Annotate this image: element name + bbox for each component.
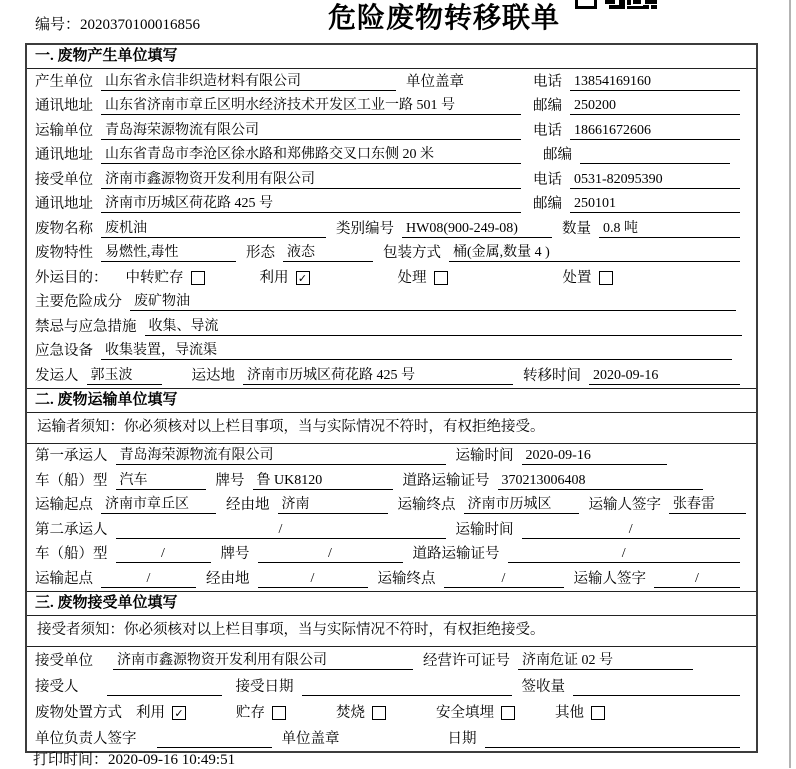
field-value: 山东省永信非织造材料有限公司 [101, 73, 396, 91]
doc-number-value: 2020370100016856 [80, 17, 201, 33]
field-label: 转移时间 [523, 367, 581, 384]
print-time-value: 2020-09-16 10:49:51 [108, 752, 236, 768]
field-value: 济南市鑫源物资开发利用有限公司 [113, 652, 413, 670]
field-label: 经由地 [206, 570, 250, 587]
checkbox-label: 其他 [555, 704, 584, 721]
field-value: 0531-82095390 [570, 171, 740, 189]
field-value: 张春雷 [669, 496, 746, 514]
checkbox-option [136, 705, 186, 722]
field-label: 接受单位 [35, 652, 93, 669]
checkbox-option [436, 705, 515, 722]
section-3 [27, 591, 756, 751]
section-2 [27, 388, 756, 591]
page-title: 危险废物转移联单 [328, 3, 561, 34]
form-row [27, 216, 756, 241]
form-row [27, 542, 756, 567]
field-label: 废物处置方式 [35, 704, 122, 721]
form-row [27, 192, 756, 217]
field-label: 单位盖章 [281, 730, 340, 747]
form-row [27, 444, 756, 469]
field-value: HW08(900-249-08) [402, 220, 552, 238]
print-time-label: 打印时间： [33, 752, 109, 768]
field-value: / [258, 570, 368, 588]
field-value: 液态 [283, 244, 373, 262]
field-value: 山东省青岛市李沧区徐水路和郑佛路交叉口东侧 20 米 [101, 146, 521, 164]
checkbox-unchecked-icon [434, 271, 448, 285]
checkbox-option [336, 705, 386, 722]
form-row [27, 339, 756, 364]
doc-number-label: 编号： [35, 17, 81, 33]
field-label: 运输时间 [455, 521, 514, 538]
page-edge-line [789, 0, 791, 768]
field-label: 邮编 [533, 98, 562, 114]
field-value: 250101 [570, 195, 740, 213]
field-value: 废矿物油 [130, 293, 736, 311]
field-label: 日期 [447, 730, 477, 747]
field-label: 数量 [562, 220, 591, 237]
field-label: 运输时间 [455, 448, 514, 464]
field-label: 禁忌与应急措施 [35, 318, 137, 335]
field-value: 济南 [278, 496, 388, 514]
field-label: 运达地 [191, 367, 235, 384]
field-label: 运输终点 [377, 570, 436, 587]
field-label: 通讯地址 [35, 147, 93, 163]
field-label: 电话 [533, 171, 562, 188]
section-1 [27, 45, 756, 388]
field-label: 运输终点 [397, 497, 456, 513]
form-row [27, 69, 756, 94]
field-label: 外运目的： [35, 269, 108, 286]
field-label: 产生单位 [35, 73, 93, 90]
field-value [157, 731, 272, 748]
field-value [302, 679, 512, 696]
checkbox-label: 贮存 [236, 704, 265, 721]
field-label: 运输单位 [35, 122, 93, 139]
checkbox-option [563, 270, 613, 287]
form-row [27, 363, 756, 388]
field-value: 250200 [570, 97, 740, 115]
form-row [27, 265, 756, 290]
section-title: 一. 废物产生单位填写 [27, 45, 756, 69]
field-label: 签收量 [521, 678, 565, 695]
field-value: 山东省济南市章丘区明水经济技术开发区工业一路 501 号 [101, 97, 521, 115]
checkbox-checked-icon: ✓ [172, 706, 186, 720]
checkbox-option [398, 270, 448, 287]
field-value: / [444, 570, 564, 588]
field-value: 桶(金属,数量 4 ) [449, 244, 740, 262]
field-value: 济南市历城区荷花路 425 号 [243, 367, 513, 385]
field-label: 经由地 [226, 497, 270, 513]
checkbox-unchecked-icon [599, 271, 613, 285]
field-label: 应急设备 [35, 343, 93, 359]
manifest-form [25, 43, 758, 753]
form-row [27, 118, 756, 143]
field-label: 电话 [533, 122, 562, 139]
field-value [107, 679, 222, 696]
form-row [27, 517, 756, 542]
form-row [27, 143, 756, 168]
field-label: 通讯地址 [35, 196, 93, 212]
field-label: 电话 [533, 73, 562, 90]
field-value: 0.8 吨 [599, 220, 740, 238]
field-label: 道路运输证号 [402, 472, 490, 489]
field-value: 废机油 [101, 220, 326, 238]
form-row [27, 167, 756, 192]
field-value: / [116, 521, 446, 539]
field-label: 运输人签字 [573, 570, 646, 587]
doc-number [35, 13, 200, 34]
field-value: 汽车 [116, 472, 206, 490]
checkbox-unchecked-icon [272, 706, 286, 720]
field-label: 单位负责人签字 [35, 730, 137, 747]
checkbox-label: 利用 [259, 269, 289, 286]
field-label: 接受单位 [35, 171, 93, 188]
field-value: 13854169160 [570, 73, 740, 91]
section-note: 运输者须知：你必须核对以上栏目事项，当与实际情况不符时，有权拒绝接受。 [27, 413, 756, 444]
field-label: 第一承运人 [35, 448, 108, 464]
field-value: 济南市鑫源物资开发利用有限公司 [101, 171, 521, 189]
form-row [27, 241, 756, 266]
checkbox-label: 中转贮存 [125, 269, 184, 286]
section-note: 接受者须知：你必须核对以上栏目事项，当与实际情况不符时，有权拒绝接受。 [27, 616, 756, 647]
checkbox-label: 利用 [136, 704, 165, 721]
field-value: 收集装置，导流渠 [101, 342, 732, 360]
field-value: 370213006408 [498, 472, 703, 490]
field-value [485, 731, 741, 748]
checkbox-label: 安全填埋 [436, 704, 494, 721]
field-value: 鲁 UK8120 [253, 472, 393, 490]
checkbox-unchecked-icon [591, 706, 605, 720]
field-label: 接受人 [35, 678, 79, 695]
checkbox-option [236, 705, 286, 722]
field-label: 运输人签字 [588, 497, 661, 513]
checkbox-unchecked-icon [501, 706, 515, 720]
field-value: 济南市历城区 [464, 496, 579, 514]
print-time [33, 748, 235, 769]
field-value: 青岛海荣源物流有限公司 [101, 122, 521, 140]
field-label: 废物名称 [35, 220, 93, 237]
field-label: 废物特性 [35, 245, 93, 261]
form-row [27, 468, 756, 493]
field-label: 车（船）型 [35, 472, 108, 489]
form-row [27, 699, 756, 725]
checkbox-unchecked-icon [191, 271, 205, 285]
form-row [27, 94, 756, 119]
field-label: 第二承运人 [35, 521, 108, 538]
field-label: 邮编 [543, 147, 572, 163]
field-value: 2020-09-16 [589, 367, 740, 385]
field-label: 牌号 [220, 546, 250, 562]
field-value [573, 679, 740, 696]
checkbox-unchecked-icon [372, 706, 386, 720]
form-row [27, 566, 756, 591]
checkbox-checked-icon: ✓ [296, 271, 310, 285]
form-row [27, 290, 756, 315]
field-value: 18661672606 [570, 122, 740, 140]
field-value: 2020-09-16 [522, 447, 667, 465]
field-label: 邮编 [533, 196, 562, 212]
field-label: 形态 [246, 245, 275, 261]
field-label: 道路运输证号 [412, 546, 500, 562]
field-label: 车（船）型 [35, 546, 108, 562]
field-value: 济南市历城区荷花路 425 号 [101, 195, 521, 213]
field-value: 易燃性,毒性 [101, 244, 236, 262]
form-row [27, 673, 756, 699]
field-label: 接受日期 [235, 678, 294, 695]
field-value: / [116, 545, 211, 563]
field-label: 牌号 [215, 472, 245, 489]
checkbox-label: 处置 [562, 269, 592, 286]
field-label: 运输起点 [35, 570, 93, 587]
field-value: / [522, 521, 741, 539]
checkbox-label: 处理 [397, 269, 427, 286]
field-value: 济南市章丘区 [101, 496, 216, 514]
field-value: 济南危证 02 号 [518, 652, 693, 670]
field-value: 郭玉波 [87, 367, 162, 385]
field-label: 经营许可证号 [423, 652, 510, 669]
section-title: 二. 废物运输单位填写 [27, 388, 756, 413]
checkbox-option [555, 705, 605, 722]
qr-code-fragment [575, 0, 657, 9]
field-label: 包装方式 [383, 245, 441, 261]
field-value: / [654, 570, 740, 588]
field-label: 类别编号 [336, 220, 394, 237]
section-title: 三. 废物接受单位填写 [27, 591, 756, 616]
form-row [27, 493, 756, 518]
field-label: 主要危险成分 [35, 294, 122, 310]
field-value: / [258, 545, 403, 563]
checkbox-option [260, 270, 310, 287]
field-label: 单位盖章 [406, 73, 464, 90]
field-value: 青岛海荣源物流有限公司 [116, 447, 446, 465]
form-row [27, 314, 756, 339]
field-value [580, 147, 730, 164]
field-value: / [101, 570, 196, 588]
field-value: / [508, 545, 741, 563]
form-row [27, 647, 756, 673]
field-label: 发运人 [35, 367, 79, 384]
checkbox-label: 焚烧 [336, 704, 365, 721]
field-label: 通讯地址 [35, 98, 93, 114]
field-label: 运输起点 [35, 497, 93, 513]
form-row [27, 725, 756, 751]
field-value: 收集、导流 [145, 318, 743, 336]
checkbox-option [126, 270, 205, 287]
